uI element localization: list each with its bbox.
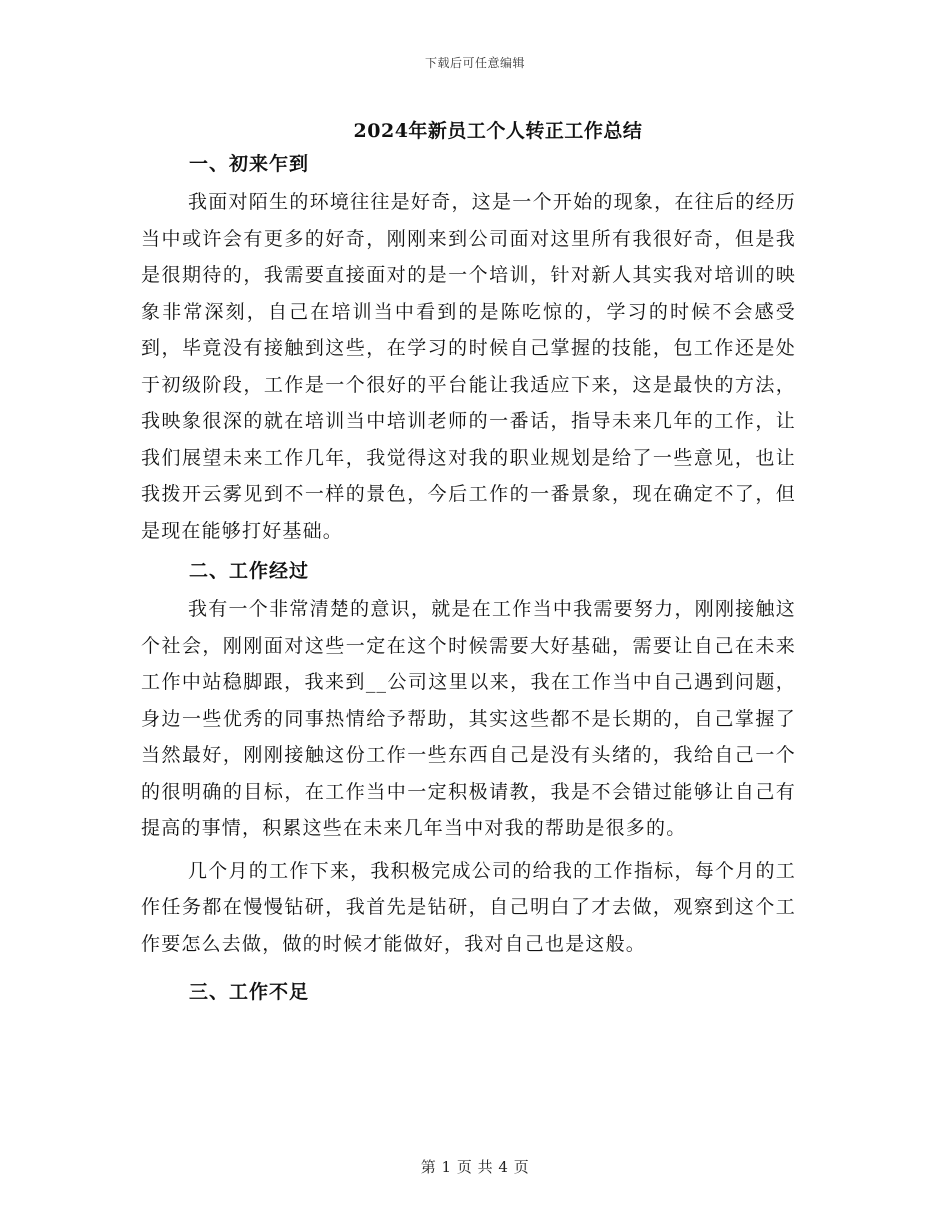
section-heading-3: 三、工作不足	[189, 981, 310, 1003]
page-footer: 第 1 页 共 4 页	[420, 1158, 530, 1176]
section-heading-2: 二、工作经过	[189, 560, 310, 582]
header-note: 下载后可任意编辑	[424, 56, 525, 70]
section-1-paragraph-1: 我面对陌生的环境往往是好奇，这是一个开始的现象，在往后的经历当中或许会有更多的好奇，刚刚来到公司面对这里所有我很好奇，但是我是很期待的，我需要直接面对的是一个培训，针对新人其实我对培训的映象非常深刻，自己在培训当中看到的是陈吃惊的，学习的时候不会感受到，毕竟没有接触到这些，在学习的时候自己掌握的技能，包工作还是处于初级阶段，工作是一个很好的平台能让我适应下来，这是最快的方法，我映象很深的就在培训当中培训老师的一番话，指导未来几年的工作，让我们展望未来工作几年，我觉得这对我的职业规划是给了一些意见，也让我拨开云雾见到不一样的景色，今后工作的一番景象，现在确定不了，但是现在能够打好基础。	[141, 191, 796, 542]
section-2-paragraph-1: 我有一个非常清楚的意识，就是在工作当中我需要努力，刚刚接触这个社会，刚刚面对这些一定在这个时候需要大好基础，需要让自己在未来工作中站稳脚跟，我来到__公司这里以来，我在工作当中自己遇到问题，身边一些优秀的同事热情给予帮助，其实这些都不是长期的，自己掌握了当然最好，刚刚接触这份工作一些东西自己是没有头绪的，我给自己一个的很明确的目标，在工作当中一定积极请教，我是不会错过能够让自己有提高的事情，积累这些在未来几年当中对我的帮助是很多的。	[141, 598, 796, 839]
section-2-paragraph-2: 几个月的工作下来，我积极完成公司的给我的工作指标，每个月的工作任务都在慢慢钻研，我首先是钻研，自己明白了才去做，观察到这个工作要怎么去做，做的时候才能做好，我对自己也是这般。	[141, 859, 796, 955]
document-title: 2024年新员工个人转正工作总结	[353, 120, 643, 142]
document-body	[141, 144, 796, 1012]
section-heading-1: 一、初来乍到	[189, 153, 310, 175]
